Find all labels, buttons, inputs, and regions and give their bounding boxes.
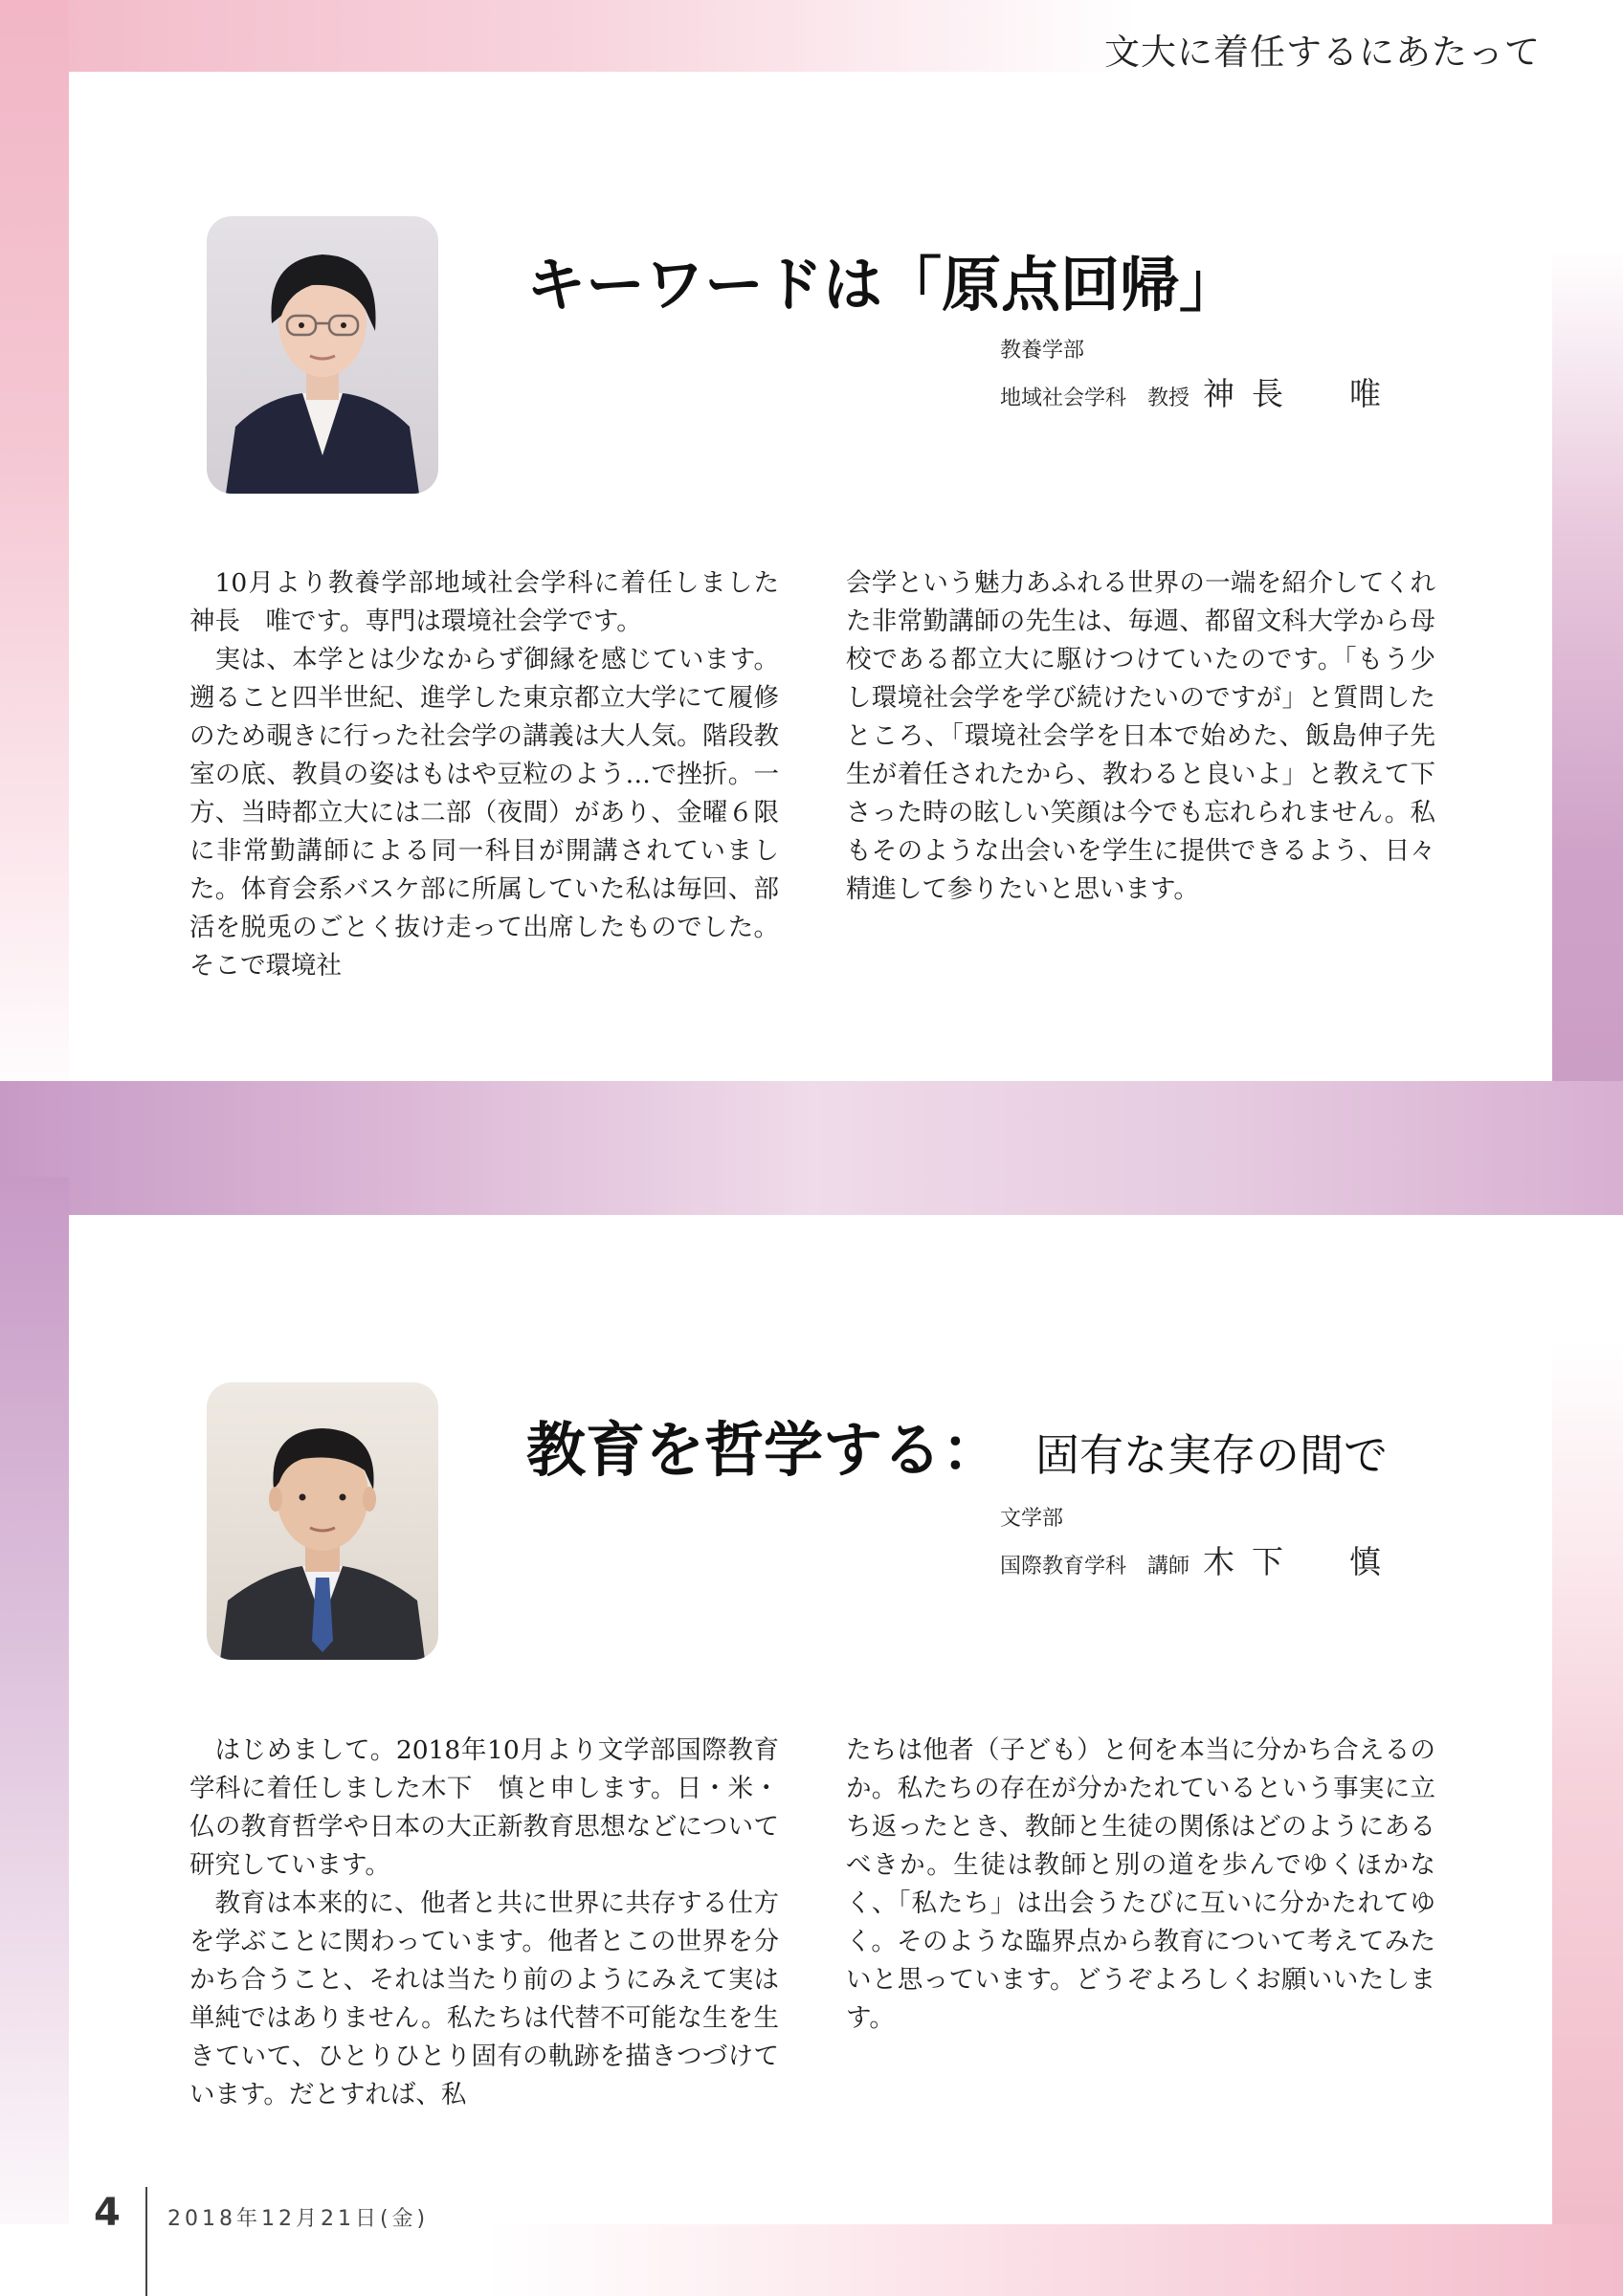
right-gradient-band-top: [1552, 249, 1623, 1177]
article-title-2-text: 教育を哲学する：: [526, 1415, 1002, 1485]
byline-1-role: 教授: [1147, 386, 1190, 410]
byline-2: [1000, 1497, 1398, 1588]
article-subtitle-2: 固有な実存の間で: [1035, 1429, 1389, 1481]
right-gradient-band-bottom: [1552, 1339, 1623, 2296]
article-1-paragraph-2: 実は、本学とは少なからず御縁を感じています。遡ること四半世紀、進学した東京都立大学にて履修のため覗きに行った社会学の講義は大人気。階段教室の底、教員の姿はもはや豆粒のよう…で挫折。一方、当時都立大には二部（夜間）があり、金曜６限に非常勤講師による同一科目が開講されていました。体育会系バスケ部に所属していた私は毎回、部活を脱兎のごとく抜け走って出席したものでした。そこで環境社: [189, 645, 779, 981]
article-title-2: [526, 1402, 1388, 1488]
article-2-paragraph-3: たちは他者（子ども）と何を本当に分かち合えるのか。私たちの存在が分かたれているという事実に立ち返ったとき、教師と生徒の関係はどのようにあるべきか。生徒は教師と別の道を歩んでゆくほかなく、「私たち」は出会うたびに互いに分かたれてゆく。そのような臨界点から教育について考えてみたいと思っています。どうぞよろしくお願いいたします。: [846, 1735, 1435, 2033]
author-photo-2: [207, 1382, 438, 1660]
bottom-gradient-band: [0, 2224, 1623, 2296]
byline-2-department: 国際教育学科: [1000, 1555, 1127, 1578]
article-2-left-column: [189, 1732, 779, 2114]
issue-date: 2018年12月21日(金): [167, 2207, 430, 2231]
article-1-paragraph-3: 会学という魅力あふれる世界の一端を紹介してくれた非常勤講師の先生は、毎週、都留文科大学から母校である都立大に駆けつけていたのです。「もう少し環境社会学を学び続けたいのですが」と質問したところ、「環境社会学を日本で始めた、飯島伸子先生が着任されたから、教わると良いよ」と教えて下さった時の眩しい笑顔は今でも忘れられません。私もそのような出会いを学生に提供できるよう、日々精進して参りたいと思います。: [846, 568, 1435, 904]
byline-2-name: 木下 慎: [1203, 1543, 1399, 1580]
left-gradient-band-top: [0, 0, 69, 1119]
article-title-1-text: キーワードは「原点回帰」: [526, 250, 1239, 320]
byline-1: [1000, 329, 1398, 420]
byline-1-name: 神長 唯: [1203, 375, 1399, 412]
article-1-left-column: [189, 564, 779, 985]
byline-2-role: 講師: [1147, 1555, 1190, 1578]
article-title-1: [526, 237, 1238, 322]
article-2-right-column: [846, 1732, 1435, 2038]
author-photo-1: [207, 216, 438, 494]
left-gradient-band-bottom: [0, 1177, 69, 2296]
byline-2-faculty: 文学部: [1000, 1507, 1064, 1531]
byline-1-faculty: 教養学部: [1000, 339, 1085, 363]
article-1-right-column: [846, 564, 1435, 909]
article-2-paragraph-1: はじめまして。2018年10月より文学部国際教育学科に着任しました木下 慎と申します。日・米・仏の教育哲学や日本の大正新教育思想などについて研究しています。: [189, 1735, 779, 1880]
footer-divider: [145, 2187, 147, 2296]
section-title: 文大に着任するにあたって: [1104, 32, 1541, 73]
byline-1-department: 地域社会学科: [1000, 386, 1127, 410]
page-number: 4: [94, 2191, 121, 2235]
middle-gradient-band: [0, 1081, 1623, 1215]
article-2-paragraph-2: 教育は本来的に、他者と共に世界に共存する仕方を学ぶことに関わっています。他者とこの世界を分かち合うこと、それは当たり前のようにみえて実は単純ではありません。私たちは代替不可能な生を生きていて、ひとりひとり固有の軌跡を描きつづけています。だとすれば、私: [189, 1888, 779, 2109]
article-1-paragraph-1: 10月より教養学部地域社会学科に着任しました神長 唯です。専門は環境社会学です。: [189, 568, 779, 636]
